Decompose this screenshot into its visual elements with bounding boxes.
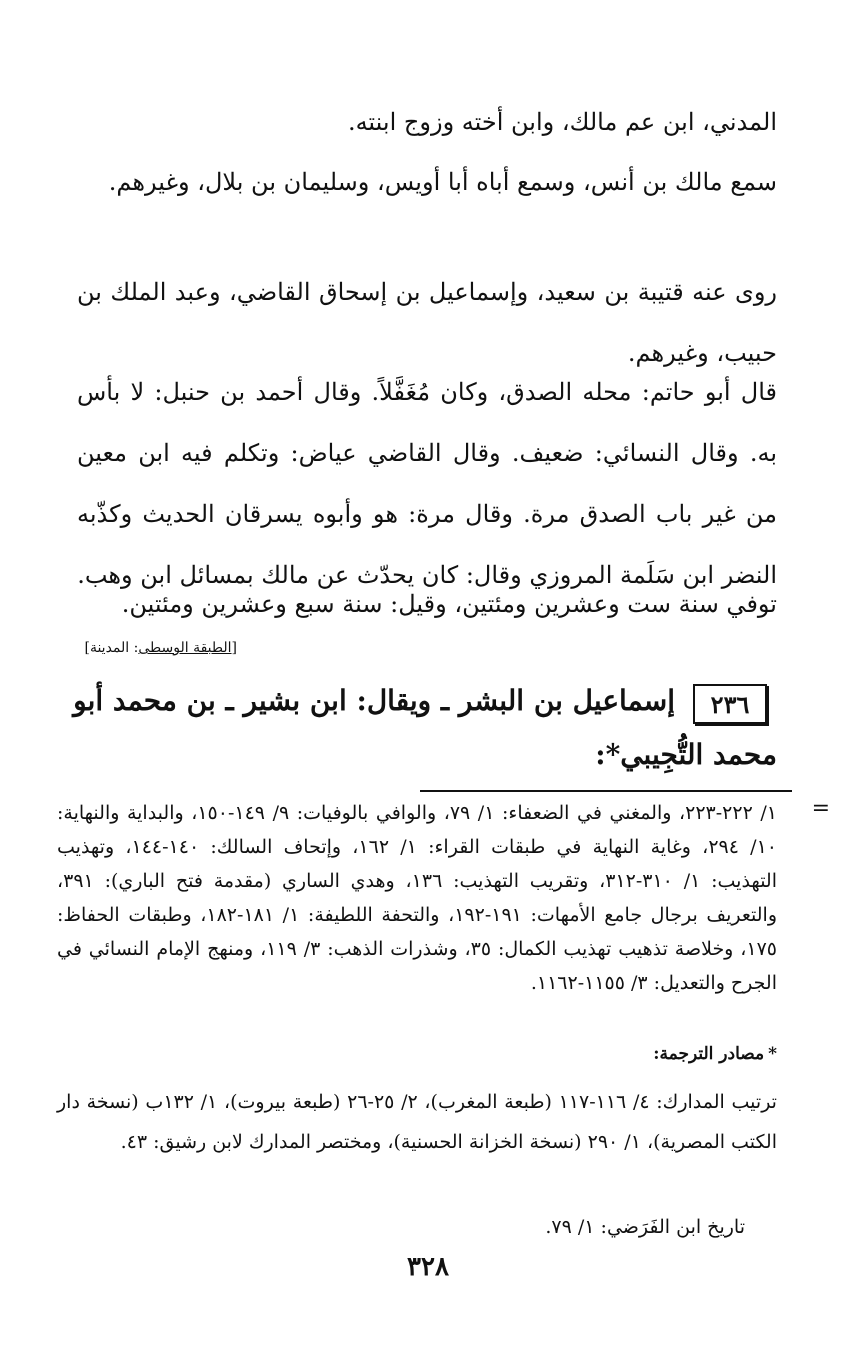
tabaqa-rest: : المدينة] <box>84 640 139 656</box>
sources-heading <box>653 1044 777 1064</box>
paragraph-death: توفي سنة ست وعشرين ومئتين، وقيل: سنة سبع وعشرين ومئتين. <box>121 590 777 618</box>
entry-title-line2: محمد التُّجِيبي*: <box>595 738 777 771</box>
paragraph-origin: المدني، ابن عم مالك، وابن أخته وزوج ابنته. <box>347 108 777 136</box>
entry-title-line1: إسماعيل بن البشر ـ ويقال: ابن بشير ـ بن محمد أبو <box>73 684 675 717</box>
footnote-tarikh: تاريخ ابن الفَرَضي: ١/ ٧٩. <box>545 1216 745 1238</box>
page-number: ٣٢٨ <box>407 1252 449 1282</box>
footnote-divider <box>420 790 792 792</box>
paragraph-teachers: سمع مالك بن أنس، وسمع أباه أبا أويس، وسليمان بن بلال، وغيرهم. <box>108 168 777 196</box>
tabaqa-note <box>84 640 237 656</box>
footnote-references: ١/ ٢٢٢-٢٢٣، والمغني في الضعفاء: ١/ ٧٩، والوافي بالوفيات: ٩/ ١٤٩-١٥٠، والبداية والنهاية: ١٠/ ٢٩٤، وغاية النهاية في طبقات القراء: ١/ ١٦٢، وإتحاف السالك: ١٤٠-١٤٤، وتهذيب التهذيب: ١/ ٣١٠-٣١٢، وتقريب التهذيب: ١٣٦، وهدي الساري (مقدمة فتح الباري): ٣٩١، والتعريف برجال جامع الأمهات: ١٩١-١٩٢، والتحفة اللطيفة: ١/ ١٨١-١٨٢، وطبقات الحفاظ: ١٧٥، وخلاصة تذهيب تهذيب الكمال: ٣٥، وشذرات الذهب: ٣/ ١١٩، ومنهج الإمام النسائي في الجرح والتعديل: ٣/ ١١٥٥-١١٦٢. <box>57 802 777 994</box>
tabaqa-open: [ <box>231 640 237 656</box>
tabaqa-label: الطبقة الوسطى <box>138 640 232 656</box>
paragraph-students: روى عنه قتيبة بن سعيد، وإسماعيل بن إسحاق القاضي، وعبد الملك بن حبيب، وغيرهم. <box>77 278 777 367</box>
continuation-mark: = <box>811 796 830 821</box>
sources-label: مصادر الترجمة: <box>653 1044 765 1064</box>
paragraph-critiques: قال أبو حاتم: محله الصدق، وكان مُغَفَّلاً. وقال أحمد بن حنبل: لا بأس به. وقال النسائي: ضعيف. وقال القاضي عياض: وتكلم فيه ابن معين من غير باب الصدق مرة. وقال مرة: هو وأبوه يسرقان الحديث وكذّبه النضر ابن سَلَمة المروزي وقال: كان يحدّث عن مالك بمسائل ابن وهب. <box>77 378 777 589</box>
footnote-tartib: ترتيب المدارك: ٤/ ١١٦-١١٧ (طبعة المغرب)، ٢/ ٢٥-٢٦ (طبعة بيروت)، ١/ ١٣٢ب (نسخة دار الكتب المصرية)، ١/ ٢٩٠ (نسخة الخزانة الحسنية)، ومختصر المدارك لابن رشيق: ٤٣. <box>57 1091 777 1153</box>
sources-star: * <box>768 1044 777 1064</box>
entry-number: ٢٣٦ <box>693 684 767 724</box>
